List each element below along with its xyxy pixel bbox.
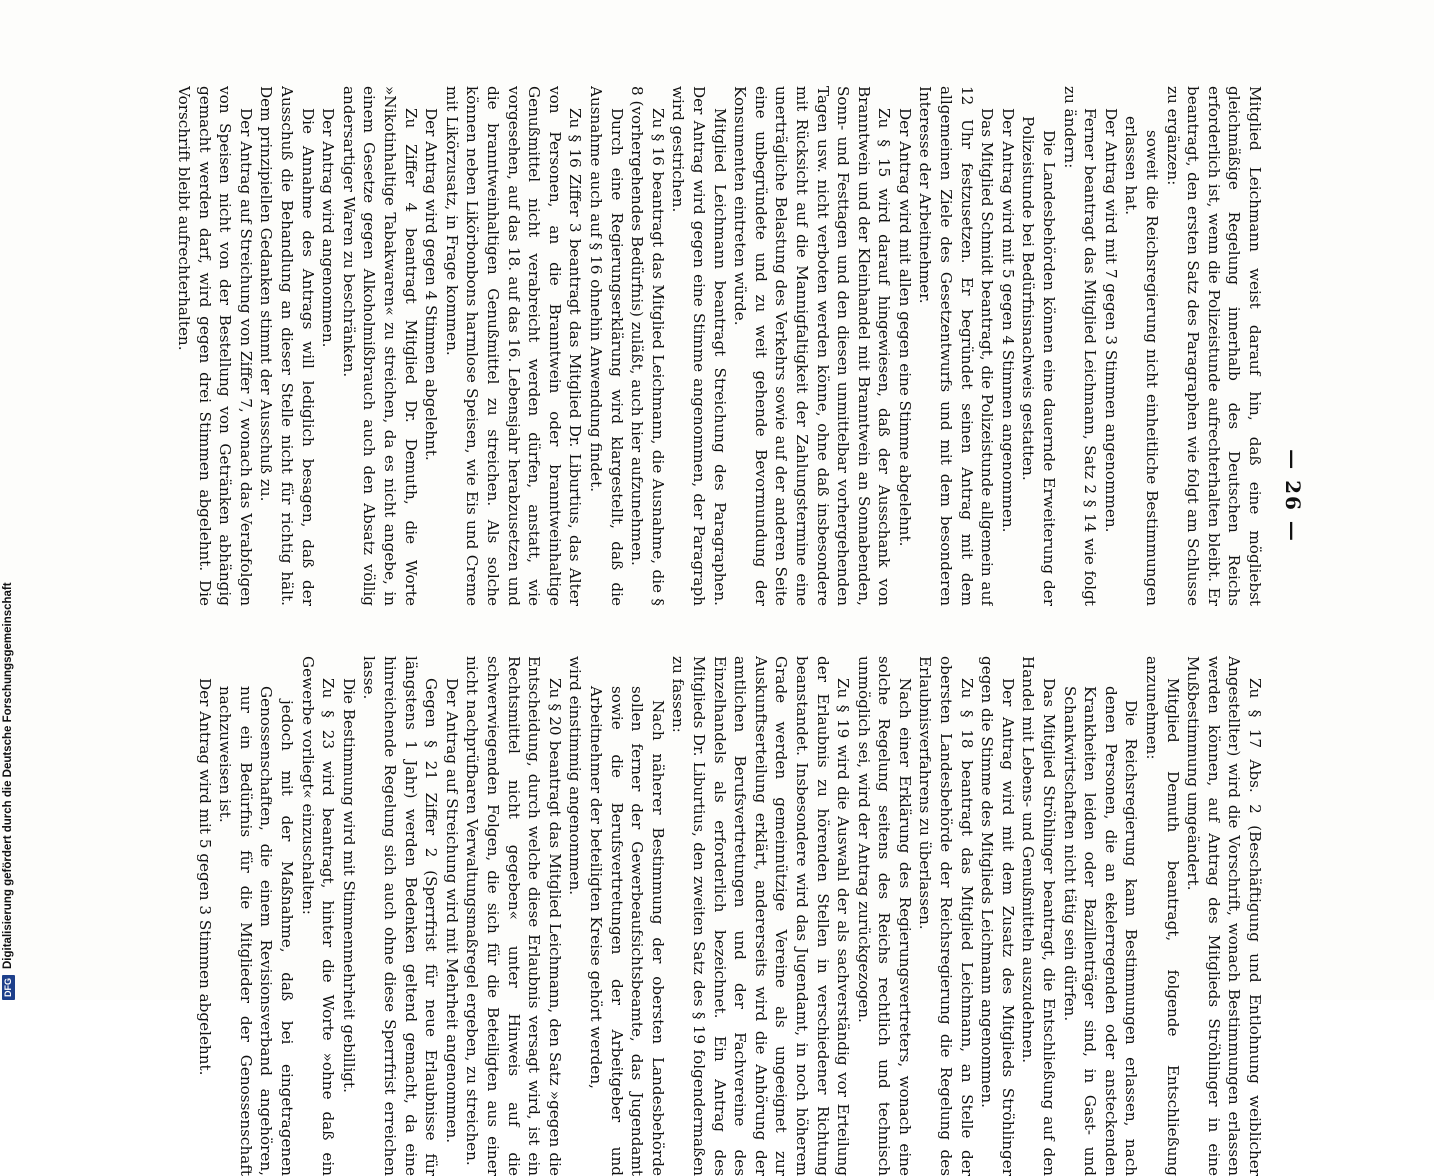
paragraph: Der Antrag wird mit 5 gegen 3 Stimmen abgelehnt.	[195, 678, 214, 1076]
dfg-logo: DFG	[2, 975, 15, 1000]
paragraph: Zu § 16 beantragt das Mitglied Leichmann, die Ausnahme, die § 8 (vorhergehendes Bedürfnis) zuläßt, auch hier aufzunehmen.	[628, 86, 667, 606]
paragraph: Mitglied Demuth beantragt, folgende Entschließung anzunehmen:	[1143, 656, 1182, 1176]
left-text-column	[145, 86, 1265, 606]
paragraph: Das Mitglied Ströhlinger beantragt, die Entschließung auf den Handel mit Lebens- und Genußmitteln auszudehnen.	[1019, 656, 1059, 1176]
paragraph: Ferner beantragt das Mitglied Leichmann, Satz 2 § 14 wie folgt zu ändern:	[1060, 86, 1100, 606]
paragraph: Gegen § 21 Ziffer 2 (Sperrfrist für neue Erlaubnisse für längstens 1 Jahr) werden Bedenken geltend gemacht, da eine hinreichende Regelung sich auch ohne diese Sperrfrist erreichen lasse.	[360, 656, 441, 1176]
paragraph: Nach einer Erklärung des Regierungsvertreters, wonach eine solche Regelung seitens des Reichs rechtlich und technisch unmöglich sei, wird der Antrag zurückgezogen.	[854, 656, 914, 1176]
digitization-credit	[0, 0, 16, 1000]
paragraph: soweit die Reichsregierung nicht einheitliche Bestimmungen erlassen hat.	[1122, 116, 1162, 606]
paragraph: Zu § 20 beantragt das Mitglied Leichmann, den Satz »gegen die Entscheidung, durch welche diese Erlaubnis versagt wird, ist ein Rechtsmittel nicht gegeben« unter Hinweis auf die schwerwiegenden Folgen, die sich für die Beteiligten aus einer nicht nachprüfbaren Verwaltungsmaßregel ergeben, zu streichen.	[463, 656, 564, 1176]
paragraph: wird einstimmig angenommen.	[566, 656, 585, 896]
page-number: — 26 —	[1281, 449, 1305, 543]
paragraph: Der Antrag auf Streichung wird mit Mehrheit angenommen.	[442, 678, 461, 1144]
paragraph: Der Antrag wird mit 5 gegen 4 Stimmen angenommen.	[998, 108, 1017, 533]
paragraph: Die Landesbehörden können eine dauernde Erweiterung der Polizeistunde bei Bedürfnisnachweis gestatten.	[1019, 116, 1059, 606]
paragraph: Nach näherer Bestimmung der obersten Landesbehörde sollen ferner der Gewerbeaufsichtsbeamte, das Jugendamt sowie die Berufsvertretungen der Arbeitgeber und Arbeitnehmer der beteiligten Kreise gehört werden,	[587, 686, 667, 1176]
paragraph: Die Annahme des Antrags will lediglich besagen, daß der Ausschuß die Behandlung an dieser Stelle nicht für richtig hält. Dem prinzipiellen Gedanken stimmt der Ausschuß zu.	[257, 86, 317, 606]
paragraph: Der Antrag wird angenommen.	[319, 108, 338, 348]
paragraph: Zu § 18 beantragt das Mitglied Leichmann, an Stelle der obersten Landesbehörde der Reichsregierung die Regelung des Erlaubnisverfahrens zu überlassen.	[916, 656, 976, 1176]
paragraph: Der Antrag auf Streichung von Ziffer 7, wonach das Verabfolgen von Speisen nicht von der Bestellung von Getränken abhängig gemacht werden darf, wird gegen drei Stimmen abgelehnt. Die Vorschrift bleibt aufrechterhalten.	[175, 86, 255, 606]
paragraph: Zu § 15 wird darauf hingewiesen, daß der Ausschank von Branntwein und der Kleinhandel mit Branntwein an Sonnabenden, Sonn- und Festtagen und den diesen unmittelbar vorhergehenden Tagen usw. nicht verboten werden könne, ohne daß insbesondere mit Rücksicht auf die Mannigfaltigkeit der Zahlungstermine eine unerträgliche Belastung des Verkehrs sowie auf der anderen Seite eine unbegründete und zu weit gehende Bevormundung der Konsumenten eintreten würde.	[731, 86, 894, 606]
paragraph: Die Reichsregierung kann Bestimmungen erlassen, nach denen Personen, die an ekelerregenden oder ansteckenden Krankheiten leiden oder Bazillenträger sind, in Gast- und Schankwirtschaften nicht tätig sein dürfen.	[1060, 686, 1141, 1176]
paragraph: jedoch mit der Maßnahme, daß bei eingetragenen Genossenschaften, die einem Revisionsverband angehören, nur ein Bedürfnis für die Mitglieder der Genossenschaft nachzuweisen ist.	[216, 686, 297, 1176]
paragraph: Zu § 17 Abs. 2 (Beschäftigung und Entlohnung weiblicher Angestellter) wird die Vorschrift, wonach Bestimmungen erlassen werden können, auf Antrag des Mitglieds Ströhlinger in eine Mußbestimmung umgeändert.	[1184, 656, 1264, 1176]
rotated-page	[125, 86, 1305, 1176]
paragraph: Zu Ziffer 4 beantragt Mitglied Dr. Demuth, die Worte »Nikotinhaltige Tabakwaren« zu streichen, da es nicht angebe, in einem Gesetze gegen Alkoholmißbrauch auch den Absatz völlig andersartiger Waren zu beschränken.	[339, 86, 420, 606]
paragraph: Der Antrag wird mit allen gegen eine Stimme abgelehnt.	[895, 108, 914, 547]
paragraph: Mitglied Leichmann beantragt Streichung des Paragraphen. Der Antrag wird gegen eine Stimme angenommen, der Paragraph wird gestrichen.	[669, 86, 729, 606]
paragraph: Der Antrag wird mit dem Zusatz des Mitglieds Ströhlinger gegen die Stimme des Mitglieds Leichmann angenommen.	[978, 656, 1017, 1176]
right-text-column	[145, 656, 1265, 1176]
paragraph: Die Bestimmung wird mit Stimmenmehrheit gebilligt.	[339, 678, 358, 1093]
paragraph: Zu § 19 wird die Auswahl der als sachverständig vor Erteilung der Erlaubnis zu hörenden Stellen in verschiedener Richtung beanstandet. Insbesondere wird das Jugendamt, in noch höherem Grade werden gemeinnützige Vereine als ungeeignet zur Auskunftserteilung erklärt, andererseits wird die Anhörung der amtlichen Berufsvertretungen und der Fachvereine des Einzelhandels als erforderlich bezeichnet. Ein Antrag des Mitglieds Dr. Liburtius, den zweiten Satz des § 19 folgendermaßen zu fassen:	[669, 656, 853, 1176]
paragraph: Der Antrag wird mit 7 gegen 3 Stimmen angenommen.	[1101, 108, 1120, 533]
digitization-credit-text: Digitalisierung gefördert durch die Deutsche Forschungsgemeinschaft	[2, 582, 14, 969]
paragraph: Zu § 16 Ziffer 3 beantragt das Mitglied Dr. Liburtius, das Alter von Personen, an die Branntwein oder branntweinhaltige Genußmittel nicht verabreicht werden dürfen, anstatt, wie vorgesehen, auf das 18. auf das 16. Lebensjahr herabzusetzen und die branntweinhaltigen Genußmittel zu streichen. Als solche können neben Likörbonbons harmlose Speisen, wie Eis und Creme mit Likörzusatz, in Frage kommen.	[442, 86, 585, 606]
paragraph: Zu § 23 wird beantragt, hinter die Worte »ohne daß ein Gewerbe vorliegt« einzuschalten:	[298, 656, 338, 1176]
paragraph: Das Mitglied Schmidt beantragt, die Polizeistunde allgemein auf 12 Uhr festzusetzen. Er begründet seinen Antrag mit dem allgemeinen Ziele des Gesetzentwurfs und mit dem besonderen Interesse der Arbeitnehmer.	[916, 86, 997, 606]
paragraph: Mitglied Leichmann weist darauf hin, daß eine mögliebst gleichmäßige Regelung innerhalb des Deutschen Reichs erforderlich ist, wenn die Polizeistunde aufrechterhalten bleibt. Er beantragt, den ersten Satz des Paragraphen wie folgt am Schlusse zu ergänzen:	[1163, 86, 1264, 606]
paragraph: Durch eine Regierungserklärung wird klargestellt, daß die Ausnahme auch auf § 16 ohnehin Anwendung findet.	[587, 86, 626, 606]
paragraph: Der Antrag wird gegen 4 Stimmen abgelehnt.	[422, 108, 441, 461]
